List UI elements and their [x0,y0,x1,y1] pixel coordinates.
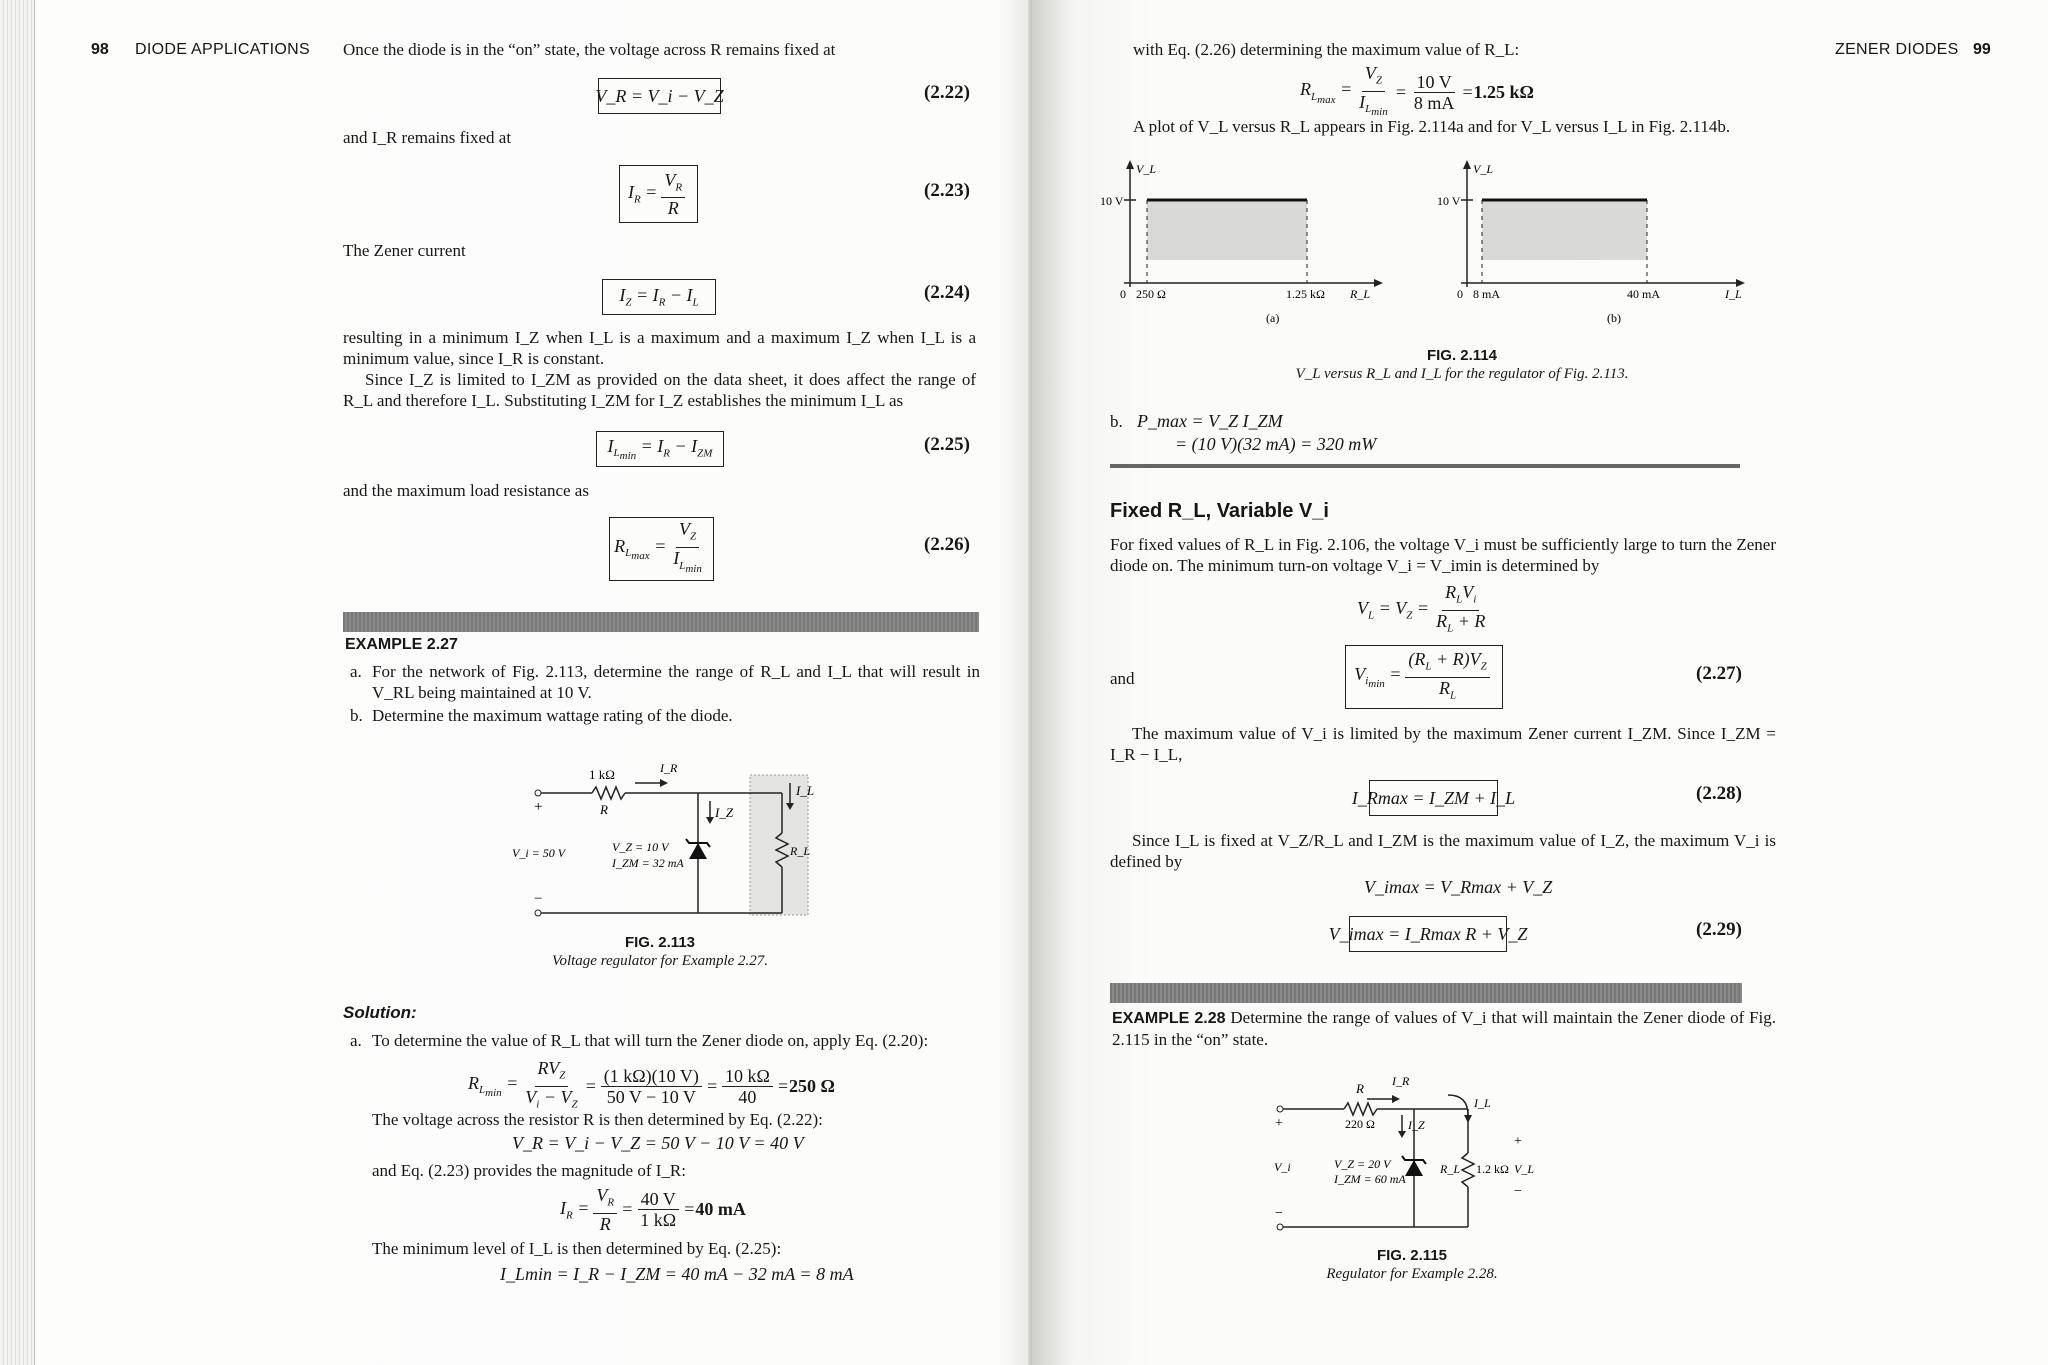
example-bar [1110,983,1742,1003]
x-tick-label-1: 250 Ω [1136,287,1166,301]
paragraph-4: resulting in a minimum I_Z when I_L is a maximum and a maximum I_Z when I_L is a minimum value, since I_R is constant. [343,328,976,368]
y-axis-label: V_L [1473,162,1494,176]
ir-label: I_R [660,761,678,775]
example-part-b: Determine the maximum wattage rating of the diode. [372,706,733,725]
ir-arrowhead [660,779,668,787]
solution-paragraph-4: The minimum level of I_L is then determined by Eq. (2.25): [372,1239,782,1258]
solution-equation-1: $R_{L_{min}}$ = $\frac{RV_Z}{V_i - V_Z}$ = $\frac{(1 k\Omega)(10 V)}{50 V - 10 V}$ = $\frac{10 k\Omega}{40}$ = 250 Ω [468,1058,835,1111]
vi-label: V_i [1274,1160,1291,1174]
equation-number: (2.25) [924,434,970,455]
origin-label: 0 [1120,287,1126,301]
figure-caption: V_L versus R_L and I_L for the regulator of Fig. 2.113. [1295,366,1629,382]
figure-2-115-circuit [1252,1065,1592,1240]
equation-vl: $V_L = V_Z$ = $\frac{R_LV_i}{R_L + R}$ [1357,582,1486,635]
solution-paragraph-2: The voltage across the resistor R is then determined by Eq. (2.22): [372,1110,823,1129]
y-axis-arrowhead [1126,160,1134,169]
r-name-label: R [1356,1081,1364,1096]
paragraph-5: Since I_L is fixed at V_Z/R_L and I_ZM is the maximum value of I_Z, the maximum V_i is defined by [1110,831,1776,871]
page-number: 98 [91,41,109,58]
izm-label: I_ZM = 32 mA [612,856,684,870]
paragraph-3: The Zener current [343,241,466,260]
solution-label: Solution: [343,1003,417,1022]
equation-text: V_R = V_i − V_Z [595,85,724,106]
il-arrowhead [1464,1115,1472,1123]
example-text: Determine the range of values of V_i that will maintain the Zener diode of Fig. 2.115 in the “on” state. [1112,1008,1776,1049]
plus-sign: + [534,799,543,815]
running-head: ZENER DIODES [1835,41,1959,58]
equation-2-27: $V_{i_{min}}$ = $\frac{(R_L + R)V_Z}{R_L}$ [1345,645,1503,709]
paragraph-1: with Eq. (2.26) determining the maximum value of R_L: [1133,40,1520,59]
vl-plus-sign: + [1514,1134,1522,1149]
rl-value-label: 1.2 kΩ [1476,1162,1509,1176]
paragraph-6: and the maximum load resistance as [343,481,589,500]
paragraph-2: and I_R remains fixed at [343,128,512,147]
resistor-r [592,787,625,799]
x-tick-label-2: 1.25 kΩ [1286,287,1325,301]
minus-sign: − [534,891,543,907]
x-tick-label-2: 40 mA [1627,287,1660,301]
plus-sign: + [1275,1116,1283,1131]
solution-paragraph-3: and Eq. (2.23) provides the magnitude of I_R: [372,1161,686,1180]
x-axis-label: I_L [1725,287,1742,301]
vz-label: V_Z = 20 V [1334,1157,1391,1171]
y-tick-label: 10 V [1437,194,1461,208]
equation-number: (2.26) [924,534,970,555]
list-marker: b. [1110,412,1123,431]
list-marker: a. [350,662,362,681]
equation-number: (2.29) [1696,919,1742,940]
vi-label: V_i = 50 V [512,846,566,860]
solution-part-a: To determine the value of R_L that will turn the Zener diode on, apply Eq. (2.20): [372,1031,929,1050]
il-label: I_L [1474,1096,1491,1110]
rl-label: R_L [1440,1162,1461,1176]
il-arrow [1448,1095,1468,1115]
ir-label: I_R [1392,1074,1410,1088]
equation-text: I_Rmax = I_ZM + I_L [1351,787,1516,808]
running-head: DIODE APPLICATIONS [135,41,310,58]
ir-arrowhead [1392,1095,1400,1103]
figure-caption: Voltage regulator for Example 2.27. [551,953,769,969]
figure-2-113-circuit [500,755,830,930]
figure-label: FIG. 2.114 [1426,347,1498,364]
vl-label: V_L [1514,1162,1535,1176]
list-marker: a. [350,1031,362,1050]
iz-arrowhead [706,817,714,824]
figure-2-114b-plot [1437,155,1797,330]
r-name-label: R [600,802,608,817]
example-2-28 [1112,1007,1776,1050]
equation-2-22 [595,78,724,114]
equation-text: V_imax = I_Rmax R + V_Z [1328,923,1528,944]
terminal-top [1277,1106,1283,1112]
section-rule [1110,464,1740,468]
section-heading: Fixed R_L, Variable V_i [1110,500,1329,522]
list-marker: b. [350,706,363,725]
and-label: and [1110,669,1135,688]
r-value-label: 1 kΩ [589,767,615,782]
example-label: EXAMPLE 2.28 [1112,1010,1226,1027]
equation-2-28 [1351,780,1516,816]
resistor-r [1344,1103,1377,1115]
zener-diode-symbol [689,843,707,859]
result-value: 1.25 kΩ [1473,82,1534,103]
equation-2-23: $I_R$ = $\frac{V_R}{R}$ [619,165,698,223]
r-value-label: 220 Ω [1345,1117,1375,1131]
equation-2-25: $I_{L_{min}} = I_R - I_{ZM}$ [596,431,724,467]
solution-equation-4: I_Lmin = I_R − I_ZM = 40 mA − 32 mA = 8 mA [500,1264,854,1284]
page-number: 99 [1973,41,1991,58]
plot-area-fill [1482,200,1647,260]
result-value: 40 mA [695,1198,746,1219]
y-axis-arrowhead [1463,160,1471,169]
result-value: 250 Ω [789,1075,835,1096]
equation-number: (2.22) [924,82,970,103]
x-axis-arrowhead [1374,279,1383,287]
il-label: I_L [796,783,815,798]
subfigure-label: (a) [1266,311,1280,325]
figure-2-114a-plot [1100,155,1460,330]
part-b-equation-2: = (10 V)(32 mA) = 320 mW [1175,434,1377,454]
terminal-bottom [1277,1224,1283,1230]
equation-2-29 [1328,916,1528,952]
figure-label: FIG. 2.113 [624,934,696,951]
book-page-edges [0,0,35,1365]
terminal-top [535,790,541,796]
paragraph-2: A plot of V_L versus R_L appears in Fig. 2.114a and for V_L versus I_L in Fig. 2.114b. [1133,117,1731,136]
x-tick-label-1: 8 mA [1473,287,1500,301]
part-b-equation-1: P_max = V_Z I_ZM [1137,411,1283,431]
zener-diode-symbol [1405,1160,1423,1176]
izm-label: I_ZM = 60 mA [1334,1172,1406,1186]
figure-label: FIG. 2.115 [1376,1247,1448,1264]
solution-equation-3: $I_R$ = $\frac{V_R}{R}$ = $\frac{40 V}{1 k\Omega}$ = 40 mA [560,1185,746,1234]
vz-label: V_Z = 10 V [612,840,669,854]
example-bar [343,612,979,632]
y-tick-label: 10 V [1100,194,1124,208]
example-part-a: For the network of Fig. 2.113, determine the range of R_L and I_L that will result in V_RL being maintained at 10 V. [372,662,980,702]
terminal-bottom [535,910,541,916]
equation-number: (2.23) [924,180,970,201]
paragraph-4: The maximum value of V_i is limited by the maximum Zener current I_ZM. Since I_ZM = I_R − I_L, [1110,724,1776,764]
iz-arrowhead [1398,1131,1406,1138]
equation-number: (2.27) [1696,663,1742,684]
paragraph-1: Once the diode is in the “on” state, the voltage across R remains fixed at [343,40,836,59]
paragraph-5: Since I_Z is limited to I_ZM as provided on the data sheet, it does affect the range of R_L and therefore I_L. Substituting I_ZM for I_Z establishes the minimum I_L as [343,370,976,410]
paragraph-3: For fixed values of R_L in Fig. 2.106, the voltage V_i must be sufficiently large to turn the Zener diode on. The minimum turn-on voltage V_i = V_imin is determined by [1110,535,1776,575]
right-page [1032,0,2048,1365]
load-resistor [1462,1153,1474,1187]
subfigure-label: (b) [1607,311,1621,325]
origin-label: 0 [1457,287,1463,301]
vl-minus-sign: − [1514,1184,1522,1199]
equation-rlmax: $R_{L_{max}}$ = $\frac{V_Z}{I_{L_{min}}}$ = $\frac{10 V}{8 mA}$ = 1.25 kΩ [1300,63,1534,119]
plot-area-fill [1147,200,1307,260]
equation-number: (2.24) [924,282,970,303]
solution-equation-2: V_R = V_i − V_Z = 50 V − 10 V = 40 V [512,1133,804,1153]
x-axis-arrowhead [1736,279,1745,287]
equation-2-26: $R_{L_{max}}$ = $\frac{V_Z}{I_{L_{min}}}$ [609,517,714,581]
iz-label: I_Z [715,805,734,820]
minus-sign: − [1275,1206,1283,1221]
equation-number: (2.28) [1696,783,1742,804]
y-axis-label: V_L [1136,162,1157,176]
example-label: EXAMPLE 2.27 [345,636,458,653]
equation-vimax: V_imax = V_Rmax + V_Z [1364,877,1553,897]
figure-caption: Regulator for Example 2.28. [1326,1266,1498,1282]
rl-label: R_L [790,844,811,858]
x-axis-label: R_L [1350,287,1371,301]
equation-2-24: $I_Z = I_R - I_L$ [602,279,716,315]
iz-label: I_Z [1408,1118,1425,1132]
